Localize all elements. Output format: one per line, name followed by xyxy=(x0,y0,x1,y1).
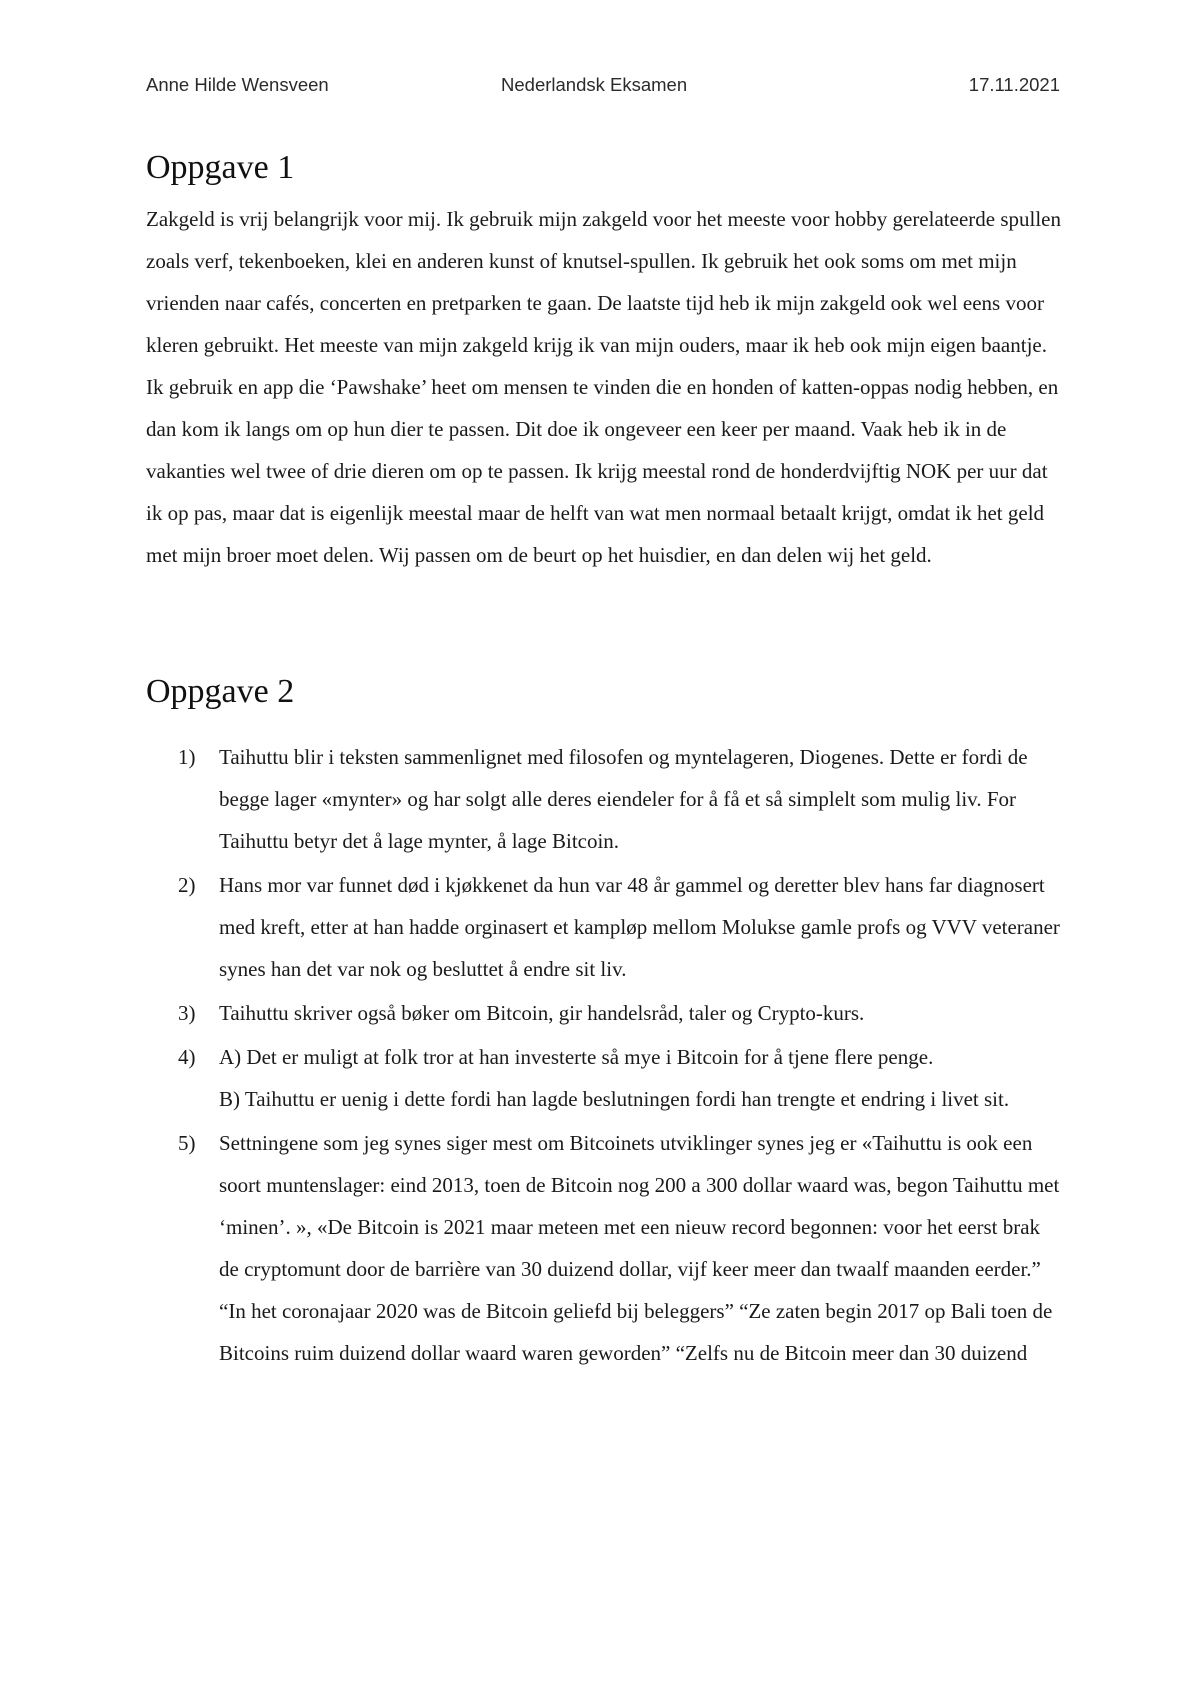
list-item xyxy=(146,736,1062,862)
page-header xyxy=(146,74,1060,100)
section-1-paragraph: Zakgeld is vrij belangrijk voor mij. Ik gebruik mijn zakgeld voor het meeste voor hobby gerelateerde spullen zoals verf, tekenboeken, klei en anderen kunst of knutsel-spullen. Ik gebruik het ook soms om met mijn vrienden naar cafés, concerten en pretparken te gaan. De laatste tijd heb ik mijn zakgeld ook wel eens voor kleren gebruikt. Het meeste van mijn zakgeld krijg ik van mijn ouders, maar ik heb ook mijn eigen baantje. Ik gebruik en app die ‘Pawshake’ heet om mensen te vinden die en honden of katten-oppas nodig hebben, en dan kom ik langs om op hun dier te passen. Dit doe ik ongeveer een keer per maand. Vaak heb ik in de vakanties wel twee of drie dieren om op te passen. Ik krijg meestal rond de honderdvijftig NOK per uur dat ik op pas, maar dat is eigenlijk meestal maar de helft van wat men normaal betaalt krijgt, omdat ik het geld met mijn broer moet delen. Wij passen om de beurt op het huisdier, en dan delen wij het geld. xyxy=(146,207,1061,567)
list-item xyxy=(146,992,1062,1034)
list-item-number: 1) xyxy=(178,745,196,769)
section-2-title: Oppgave 2 xyxy=(146,673,295,710)
list-item-number: 4) xyxy=(178,1045,196,1069)
header-author: Anne Hilde Wensveen xyxy=(146,74,329,95)
list-item-number: 3) xyxy=(178,1001,196,1025)
section-1-title: Oppgave 1 xyxy=(146,149,295,186)
list-item xyxy=(146,864,1062,990)
question-list xyxy=(146,736,1062,1374)
document-body xyxy=(146,146,1062,1376)
list-item-text: Hans mor var funnet død i kjøkkenet da hun var 48 år gammel og deretter blev hans far diagnosert med kreft, etter at han hadde orginasert et kampløp mellom Molukse gamle profs og VVV veteraner synes han det var nok og besluttet å endre sit liv. xyxy=(219,873,1060,981)
list-item xyxy=(146,1036,1062,1120)
list-item-number: 5) xyxy=(178,1131,196,1155)
header-date: 17.11.2021 xyxy=(968,74,1060,95)
list-item-text: Settningene som jeg synes siger mest om Bitcoinets utviklinger synes jeg er «Taihuttu is ook een soort muntenslager: eind 2013, toen de Bitcoin nog 200 a 300 dollar waard was, begon Taihuttu met ‘minen’. », «De Bitcoin is 2021 maar meteen met een nieuw record begonnen: voor het eerst brak de cryptomunt door de barrière van 30 duizend dollar, vijf keer meer dan twaalf maanden eerder.” “In het coronajaar 2020 was de Bitcoin geliefd bij beleggers” “Ze zaten begin 2017 op Bali toen de Bitcoins ruim duizend dollar waard waren geworden” “Zelfs nu de Bitcoin meer dan 30 duizend xyxy=(219,1131,1060,1365)
header-subject: Nederlandsk Eksamen xyxy=(501,74,688,95)
list-item-text-a: A) Det er muligt at folk tror at han investerte så mye i Bitcoin for å tjene flere penge. xyxy=(219,1045,934,1069)
list-item xyxy=(146,1122,1062,1374)
list-item-text-b: B) Taihuttu er uenig i dette fordi han lagde beslutningen fordi han trengte et endring i livet sit. xyxy=(219,1087,1010,1111)
list-item-text: Taihuttu skriver også bøker om Bitcoin, gir handelsråd, taler og Crypto-kurs. xyxy=(219,1001,865,1025)
list-item-text: Taihuttu blir i teksten sammenlignet med filosofen og myntelageren, Diogenes. Dette er fordi de begge lager «mynter» og har solgt alle deres eiendeler for å få et så simplelt som mulig liv. For Taihuttu betyr det å lage mynter, å lage Bitcoin. xyxy=(219,745,1028,853)
list-item-number: 2) xyxy=(178,873,196,897)
section-spacer xyxy=(146,576,1062,670)
